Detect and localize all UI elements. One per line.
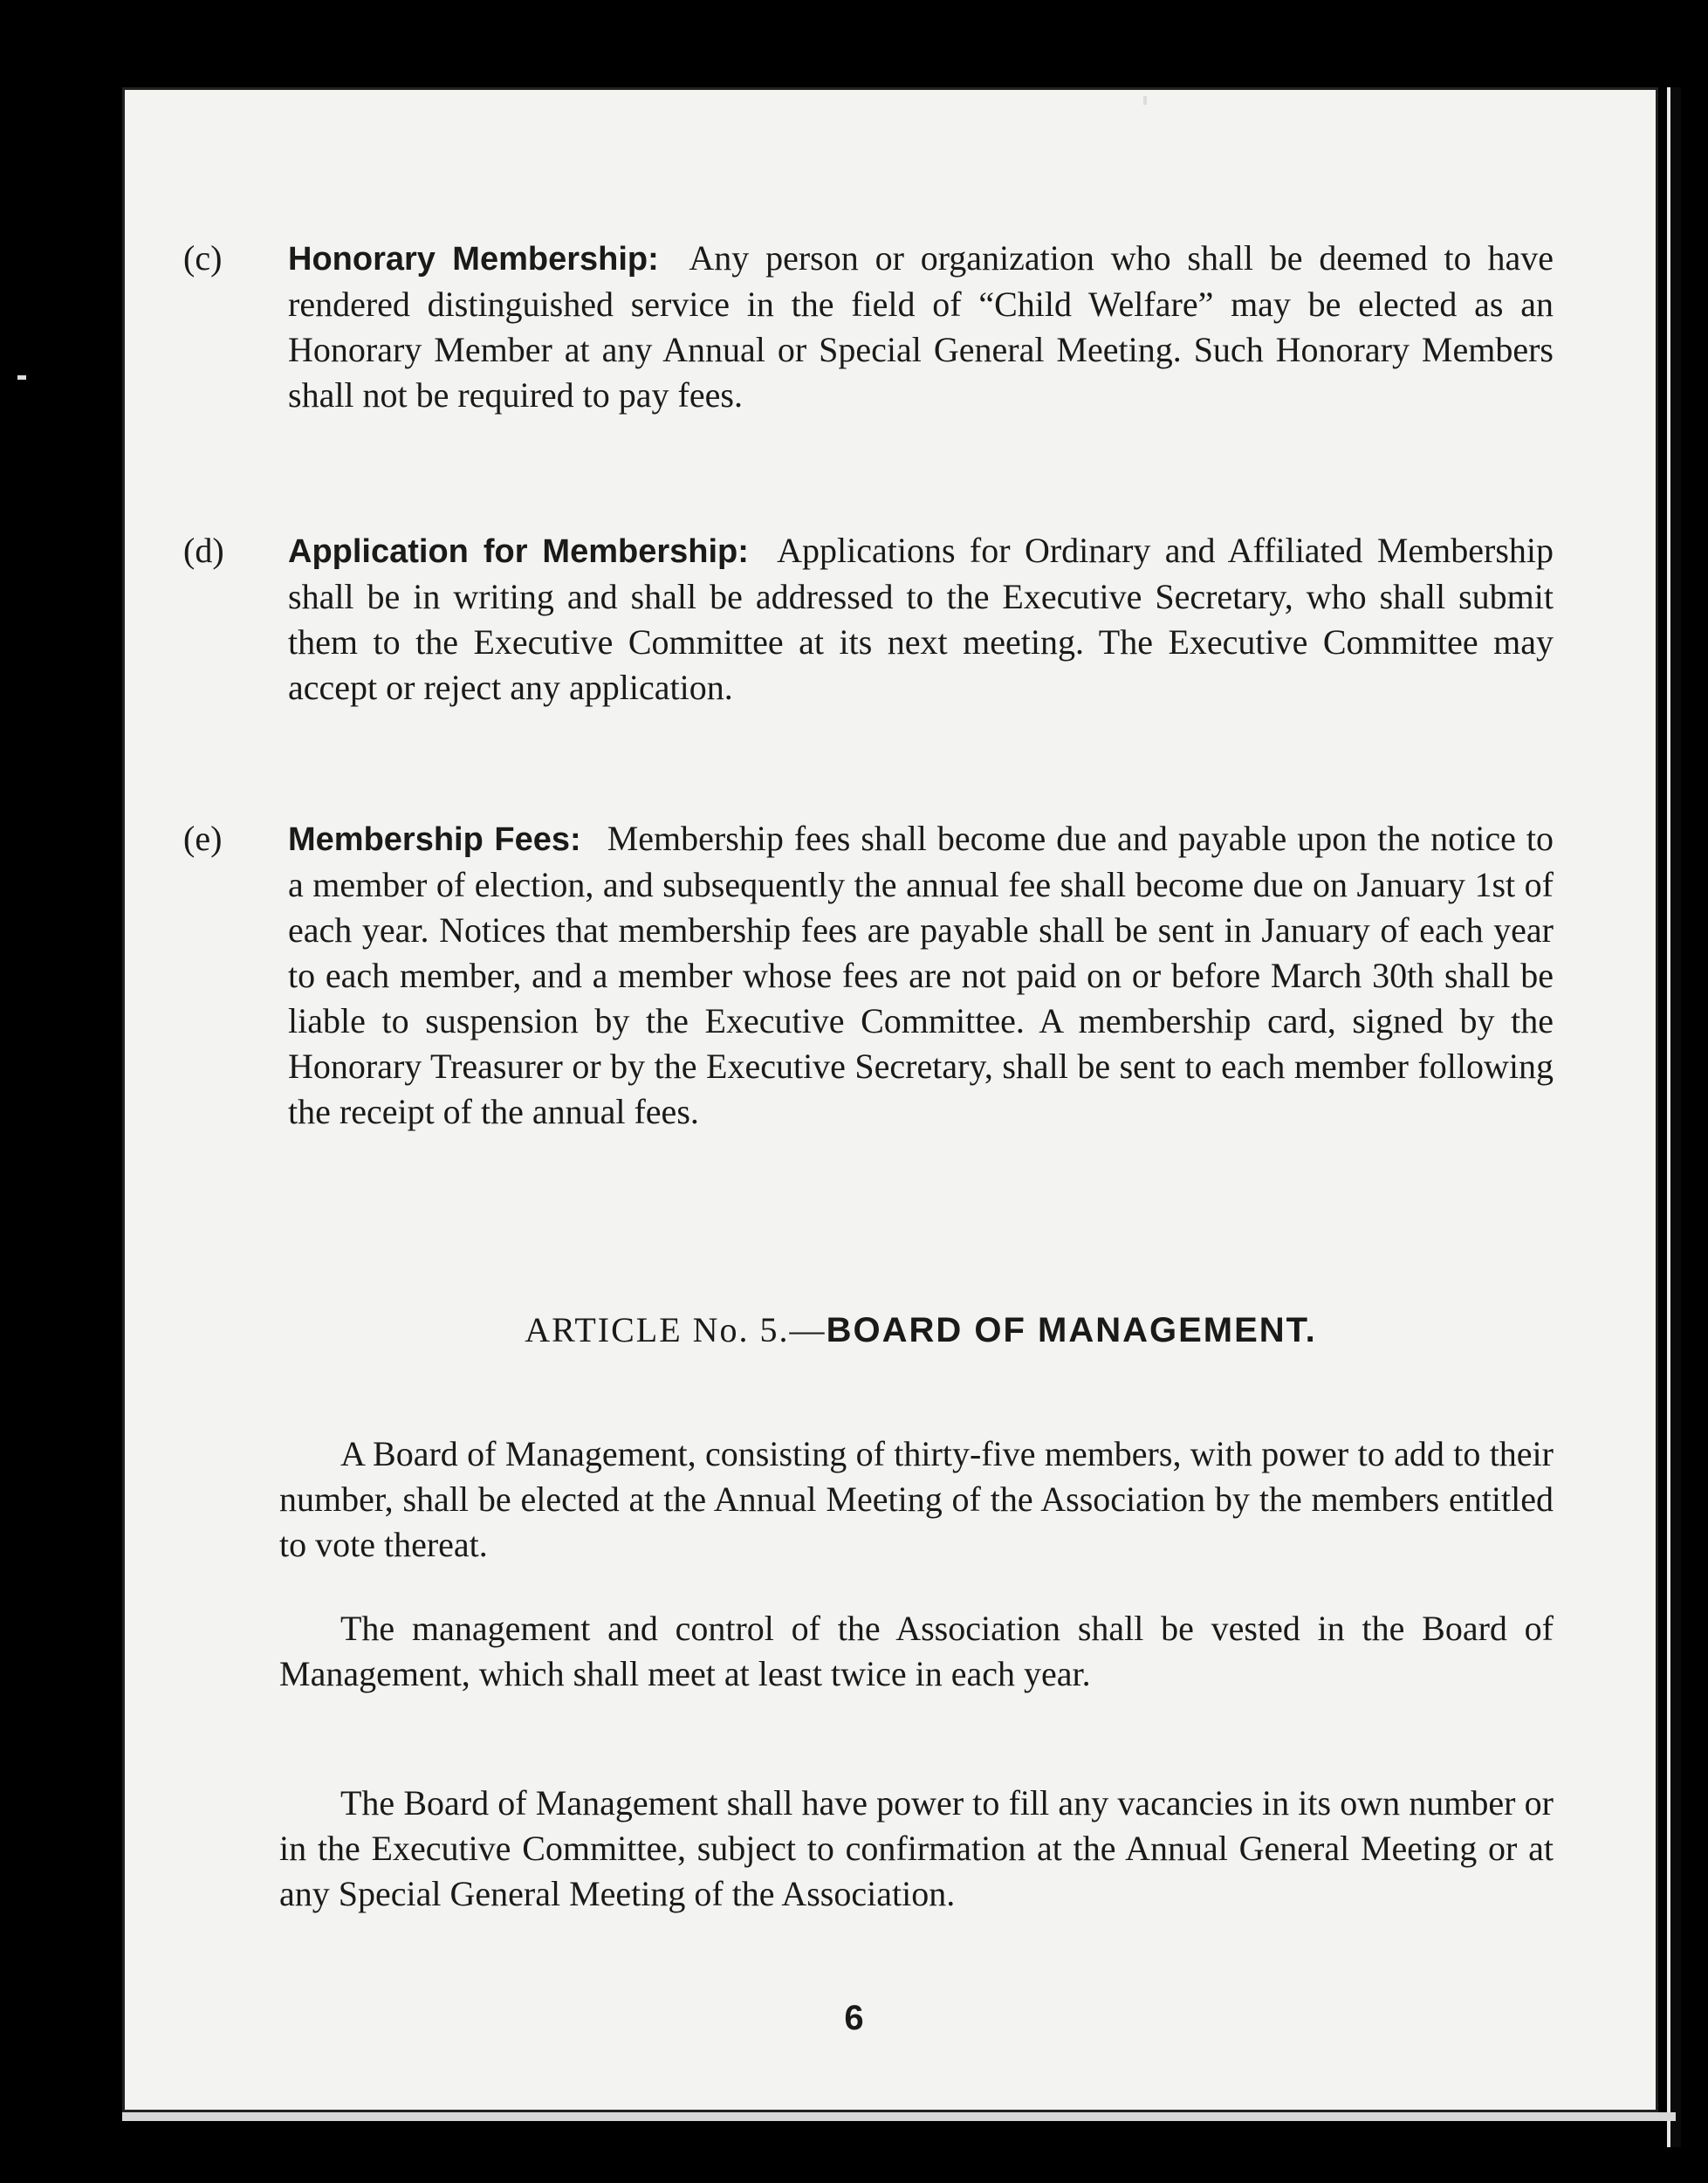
article-title: BOARD OF MANAGEMENT. [826, 1311, 1317, 1349]
clause-text: Any person or organization who shall be deemed to have rendered distinguished service in the field of “Child Welfare” may be elected as an Honorary Member at any Annual or Special General Meeting. Such Honorary Members shall not be required to pay fees. [288, 238, 1554, 415]
clause-c [183, 236, 1554, 418]
clause-d [183, 528, 1554, 711]
clause-heading: Application for Membership: [288, 533, 749, 570]
clause-text: Applications for Ordinary and Affiliated Membership shall be in writing and shall be addressed to the Executive Secretary, who shall submit them to the Executive Committee at its next meeting. The Executive Committee may accept or reject any application. [288, 531, 1554, 707]
article-paragraph-1: A Board of Management, consisting of thirty-five members, with power to add to their number, shall be elected at the Annual Meeting of the Association by the members entitled to vote thereat. [279, 1434, 1554, 1564]
scan-speck [17, 375, 26, 380]
clause-marker: (c) [183, 238, 223, 278]
scan-speck [1143, 96, 1147, 105]
clause-heading: Honorary Membership: [288, 241, 659, 278]
clause-text: Membership fees shall become due and payable upon the notice to a member of election, and subsequently the annual fee shall become due on January 1st of each year. Notices that membership fees are payable shall be sent in January of each year to each member, and a member whose fees are not paid on or before March 30th shall be liable to suspension by the Executive Committee. A membership card, signed by the Honorary Treasurer or by the Executive Secretary, shall be sent to each member following the receipt of the annual fees. [288, 819, 1554, 1131]
clause-marker: (d) [183, 531, 224, 570]
article-paragraph-2: The management and control of the Association shall be vested in the Board of Management, which shall meet at least twice in each year. [279, 1609, 1554, 1693]
clause-e [183, 816, 1554, 1135]
clause-heading: Membership Fees: [288, 821, 581, 858]
page-number: 6 [844, 1999, 864, 2037]
article-number: ARTICLE No. 5.— [525, 1310, 827, 1349]
page-bottom-edge [122, 2112, 1676, 2121]
article-heading [288, 1309, 1554, 1350]
clause-marker: (e) [183, 819, 223, 858]
facing-page-edge [1667, 87, 1681, 2147]
article-paragraph-3: The Board of Management shall have power to fill any vacancies in its own number or in the Executive Committee, subject to confirmation at the Annual General Meeting or at any Special General Meeting of the Association. [279, 1783, 1554, 1913]
